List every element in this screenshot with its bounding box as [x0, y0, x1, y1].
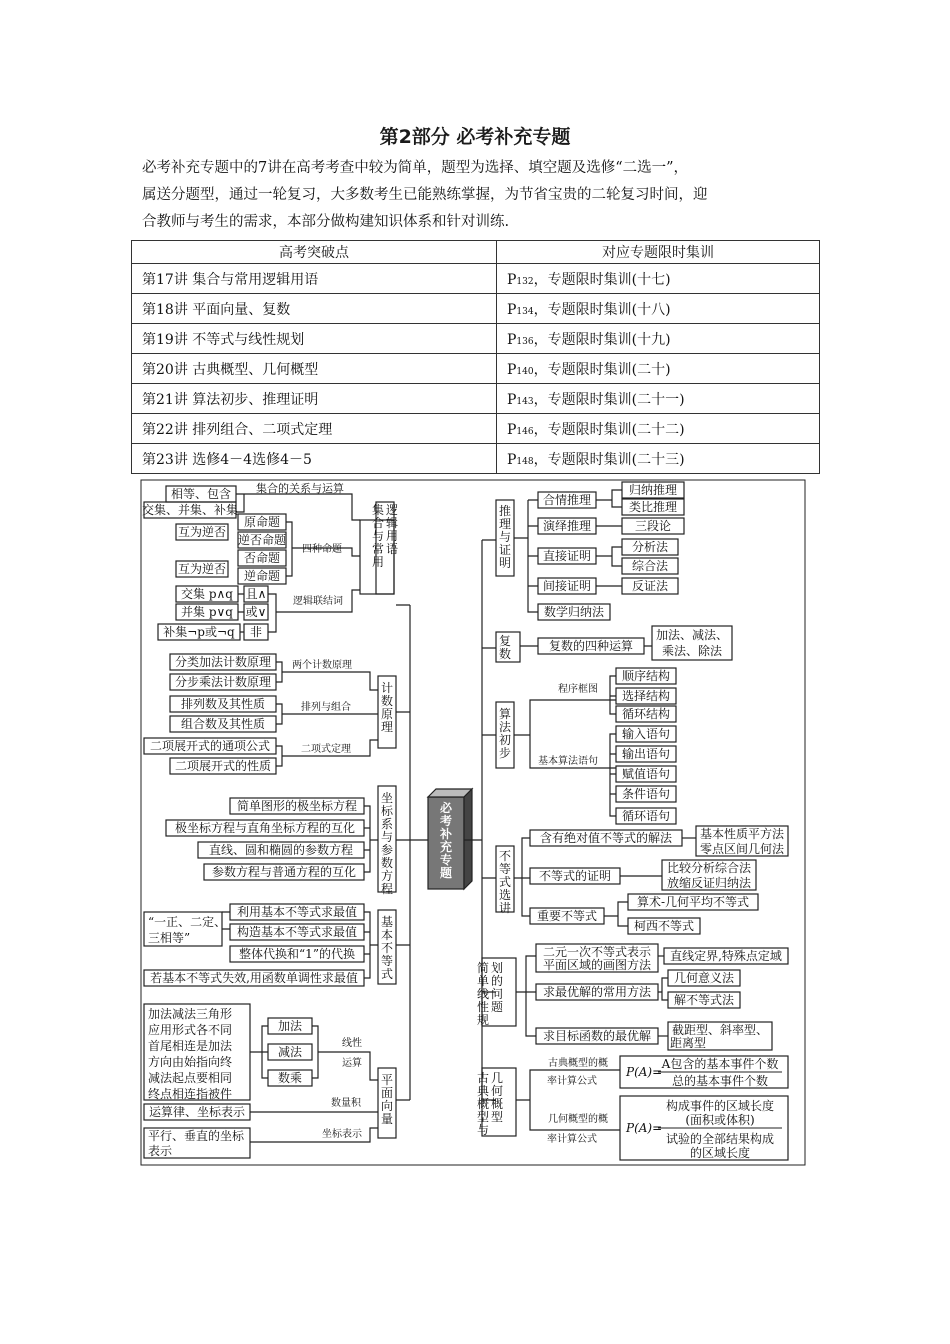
mm-node: 不等式的证明 [538, 869, 612, 883]
lecture-cell: 第21讲 算法初步、推理证明 [132, 384, 497, 414]
drill-cell: P140，专题限时集训(二十) [497, 354, 820, 384]
mm-node: 平行、垂直的坐标 [148, 1129, 245, 1143]
svg-text:必考补充专题: 必考补充专题 [440, 801, 453, 880]
mm-node: 运算律、坐标表示 [148, 1105, 246, 1119]
mm-node: 平面区域的画图方法 [542, 958, 652, 972]
mm-branch: 基本不等式 [381, 915, 394, 981]
mm-label: 率计算公式 [547, 1076, 597, 1087]
lecture-cell: 第23讲 选修4－4选修4－5 [132, 444, 497, 474]
mm-branch: 推理与证明 [499, 504, 512, 570]
mm-node: 零点区间几何法 [699, 842, 785, 856]
mm-note: 终点相连指被件 [148, 1087, 233, 1101]
drill-cell: P132，专题限时集训(十七) [497, 264, 820, 294]
mm-branch: 古典概型与几何概型 [477, 1071, 504, 1137]
mm-node: 赋值语句 [621, 767, 671, 781]
mm-note: “一正、二定、 [148, 915, 227, 929]
mm-label: 集合的关系与运算 [256, 482, 344, 495]
mm-node: 数乘 [277, 1071, 303, 1085]
mm-node: 相等、包含 [170, 487, 232, 501]
intro-line: 属送分题型，通过一轮复习，大多数考生已能熟练掌握，为节省宝贵的二轮复习时间，迎 [142, 187, 708, 203]
mm-note: 方向由始指向终 [148, 1055, 233, 1069]
mm-node: 重要不等式 [536, 909, 598, 923]
drill-cell: P143，专题限时集训(二十一) [497, 384, 820, 414]
mm-node: 反证法 [631, 579, 669, 593]
mm-node: 演绎推理 [542, 519, 592, 533]
mm-node: 交集 p∧q [181, 587, 233, 601]
mm-node: 求最优解的常用方法 [542, 985, 652, 999]
mm-formula: A包含的基本事件个数 [661, 1057, 779, 1071]
lecture-cell: 第22讲 排列组合、二项式定理 [132, 414, 497, 444]
mm-branch: 简单线性规划的问题 [477, 961, 504, 1027]
mm-node: 组合数及其性质 [180, 717, 266, 731]
mm-node: 简单图形的极坐标方程 [236, 799, 358, 813]
mm-node: 极坐标方程与直角坐标方程的互化 [174, 821, 356, 835]
header-cell: 高考突破点 [132, 241, 497, 264]
mm-branch: 不等式选讲 [499, 849, 512, 915]
mm-node: 并集 p∨q [181, 605, 233, 619]
mm-node: 参数方程与普通方程的互化 [211, 865, 357, 879]
mm-formula: P(A)= [626, 1065, 663, 1079]
mm-label: 坐标表示 [322, 1129, 362, 1140]
mm-label: 程序框图 [558, 684, 598, 695]
mm-node: 截距型、斜率型、 [671, 1023, 769, 1037]
mm-node: 加法、减法、 [655, 628, 729, 642]
mm-node: 输入语句 [621, 727, 671, 741]
mm-label: 四种命题 [302, 544, 342, 555]
mm-node: 减法 [277, 1045, 303, 1059]
mm-label: 数量积 [331, 1098, 361, 1109]
mm-node: 非 [249, 625, 263, 639]
mm-node: 否命题 [243, 551, 281, 565]
mm-node: 比较分析综合法 [666, 861, 752, 875]
mm-node: 二项展开式的通项公式 [149, 739, 271, 753]
mm-node: 加法 [277, 1019, 303, 1033]
drill-cell: P134，专题限时集训(十八) [497, 294, 820, 324]
mm-node: 直线、圆和椭圆的参数方程 [208, 843, 354, 857]
mm-node: 输出语句 [621, 747, 671, 761]
mm-label: 两个计数原理 [292, 660, 352, 671]
mm-branch: 计数原理 [381, 681, 394, 734]
mm-branch: 复数 [499, 634, 512, 661]
mm-note: 三相等” [148, 931, 191, 945]
mm-node: 或∨ [245, 605, 267, 619]
mm-formula: 的区域长度 [689, 1146, 751, 1160]
mm-node: 间接证明 [542, 579, 592, 593]
mm-node: 且∧ [245, 587, 267, 601]
mm-formula: 试验的全部结果构成 [665, 1132, 775, 1146]
mm-label: 逻辑联结词 [293, 596, 343, 607]
mm-node: 算术-几何平均不等式 [636, 895, 750, 909]
mm-branch: 平面向量 [381, 1073, 394, 1126]
mm-node: 归纳推理 [628, 483, 678, 497]
mm-node: 分步乘法计数原理 [174, 675, 272, 689]
mm-node: 几何意义法 [673, 971, 735, 985]
intro-line: 必考补充专题中的7讲在高考考查中较为简单，题型为选择、填空题及选修“二选一”， [142, 160, 689, 176]
mm-label: 率计算公式 [547, 1134, 597, 1145]
mm-node: 逆命题 [243, 569, 281, 583]
mm-note: 减法起点要相同 [148, 1071, 233, 1085]
mm-note: 应用形式各不同 [148, 1023, 233, 1037]
mm-node: 三段论 [634, 519, 672, 533]
mm-node: 利用基本不等式求最值 [236, 905, 358, 919]
mm-node: 分类加法计数原理 [174, 655, 272, 669]
mm-node: 构造基本不等式求最值 [236, 925, 358, 939]
mm-node: 顺序结构 [621, 669, 671, 683]
mm-branch: 算法初步 [499, 707, 512, 760]
mm-node: 若基本不等式失效,用函数单调性求最值 [150, 971, 358, 985]
mm-label: 古典概型的概 [548, 1058, 608, 1069]
mm-node: 基本性质平方法 [699, 827, 785, 841]
mm-node: 选择结构 [621, 689, 671, 703]
mm-node: 直接证明 [542, 549, 592, 563]
mm-node: 互为逆否 [177, 525, 227, 539]
mm-formula: (面积或体积) [685, 1113, 755, 1127]
mm-node: 排列数及其性质 [180, 697, 266, 711]
mm-formula: 总的基本事件个数 [671, 1074, 769, 1088]
lecture-cell: 第19讲 不等式与线性规划 [132, 324, 497, 354]
mm-node: 补集¬p或¬q [163, 625, 235, 639]
mm-node: 表示 [148, 1144, 173, 1158]
mm-node: 互为逆否 [177, 562, 227, 576]
lecture-cell: 第18讲 平面向量、复数 [132, 294, 497, 324]
mm-note: 加法减法三角形 [148, 1007, 233, 1021]
mm-node: 解不等式法 [673, 993, 735, 1007]
mm-node: 综合法 [631, 559, 669, 573]
mm-node: 二元一次不等式表示 [542, 945, 652, 959]
mm-node: 分析法 [631, 540, 669, 554]
mm-node: 合情推理 [542, 493, 592, 507]
mm-node: 数学归纳法 [543, 605, 605, 619]
mm-branch: 集合与常用逻辑用语 [372, 503, 399, 569]
mm-label: 基本算法语句 [538, 756, 598, 767]
mm-node: 柯西不等式 [633, 919, 695, 933]
mm-node: 交集、并集、补集 [141, 503, 239, 517]
intro-line: 合教师与考生的需求，本部分做构建知识体系和针对训练. [142, 214, 510, 230]
mm-branch: 坐标系与参数方程 [381, 791, 394, 896]
mm-formula: P(A)= [626, 1121, 663, 1135]
mm-node: 整体代换和“1”的代换 [239, 947, 355, 961]
mm-node: 含有绝对值不等式的解法 [539, 831, 673, 845]
mm-node: 求目标函数的最优解 [542, 1029, 652, 1043]
drill-cell: P146，专题限时集训(二十二) [497, 414, 820, 444]
drill-cell: P136，专题限时集训(十九) [497, 324, 820, 354]
mm-node: 放缩反证归纳法 [666, 876, 752, 890]
mm-node: 乘法、除法 [661, 644, 723, 658]
mm-node: 循环语句 [621, 809, 671, 823]
mm-node: 复数的四种运算 [548, 639, 634, 653]
mm-label: 排列与组合 [301, 702, 351, 713]
mm-node: 二项展开式的性质 [174, 759, 272, 773]
mm-node: 循环结构 [621, 707, 671, 721]
header-cell: 对应专题限时集训 [497, 241, 820, 264]
drill-cell: P148，专题限时集训(二十三) [497, 444, 820, 474]
mm-node: 类比推理 [628, 500, 678, 514]
mm-label: 线性运算 [342, 1038, 362, 1069]
mm-node: 距离型 [669, 1036, 707, 1050]
page-title: 第2部分 必考补充专题 [379, 126, 571, 148]
center-label [439, 801, 453, 880]
lecture-cell: 第17讲 集合与常用逻辑用语 [132, 264, 497, 294]
mm-label: 二项式定理 [301, 744, 351, 755]
lecture-cell: 第20讲 古典概型、几何概型 [132, 354, 497, 384]
mm-node: 条件语句 [621, 787, 671, 801]
mm-node: 直线定界,特殊点定域 [670, 949, 782, 963]
mm-note: 首尾相连是加法 [148, 1039, 233, 1053]
mm-node: 原命题 [243, 515, 281, 529]
mm-formula: 构成事件的区域长度 [665, 1099, 775, 1113]
mm-label: 几何概型的概 [548, 1114, 608, 1125]
mm-node: 逆否命题 [237, 533, 287, 547]
